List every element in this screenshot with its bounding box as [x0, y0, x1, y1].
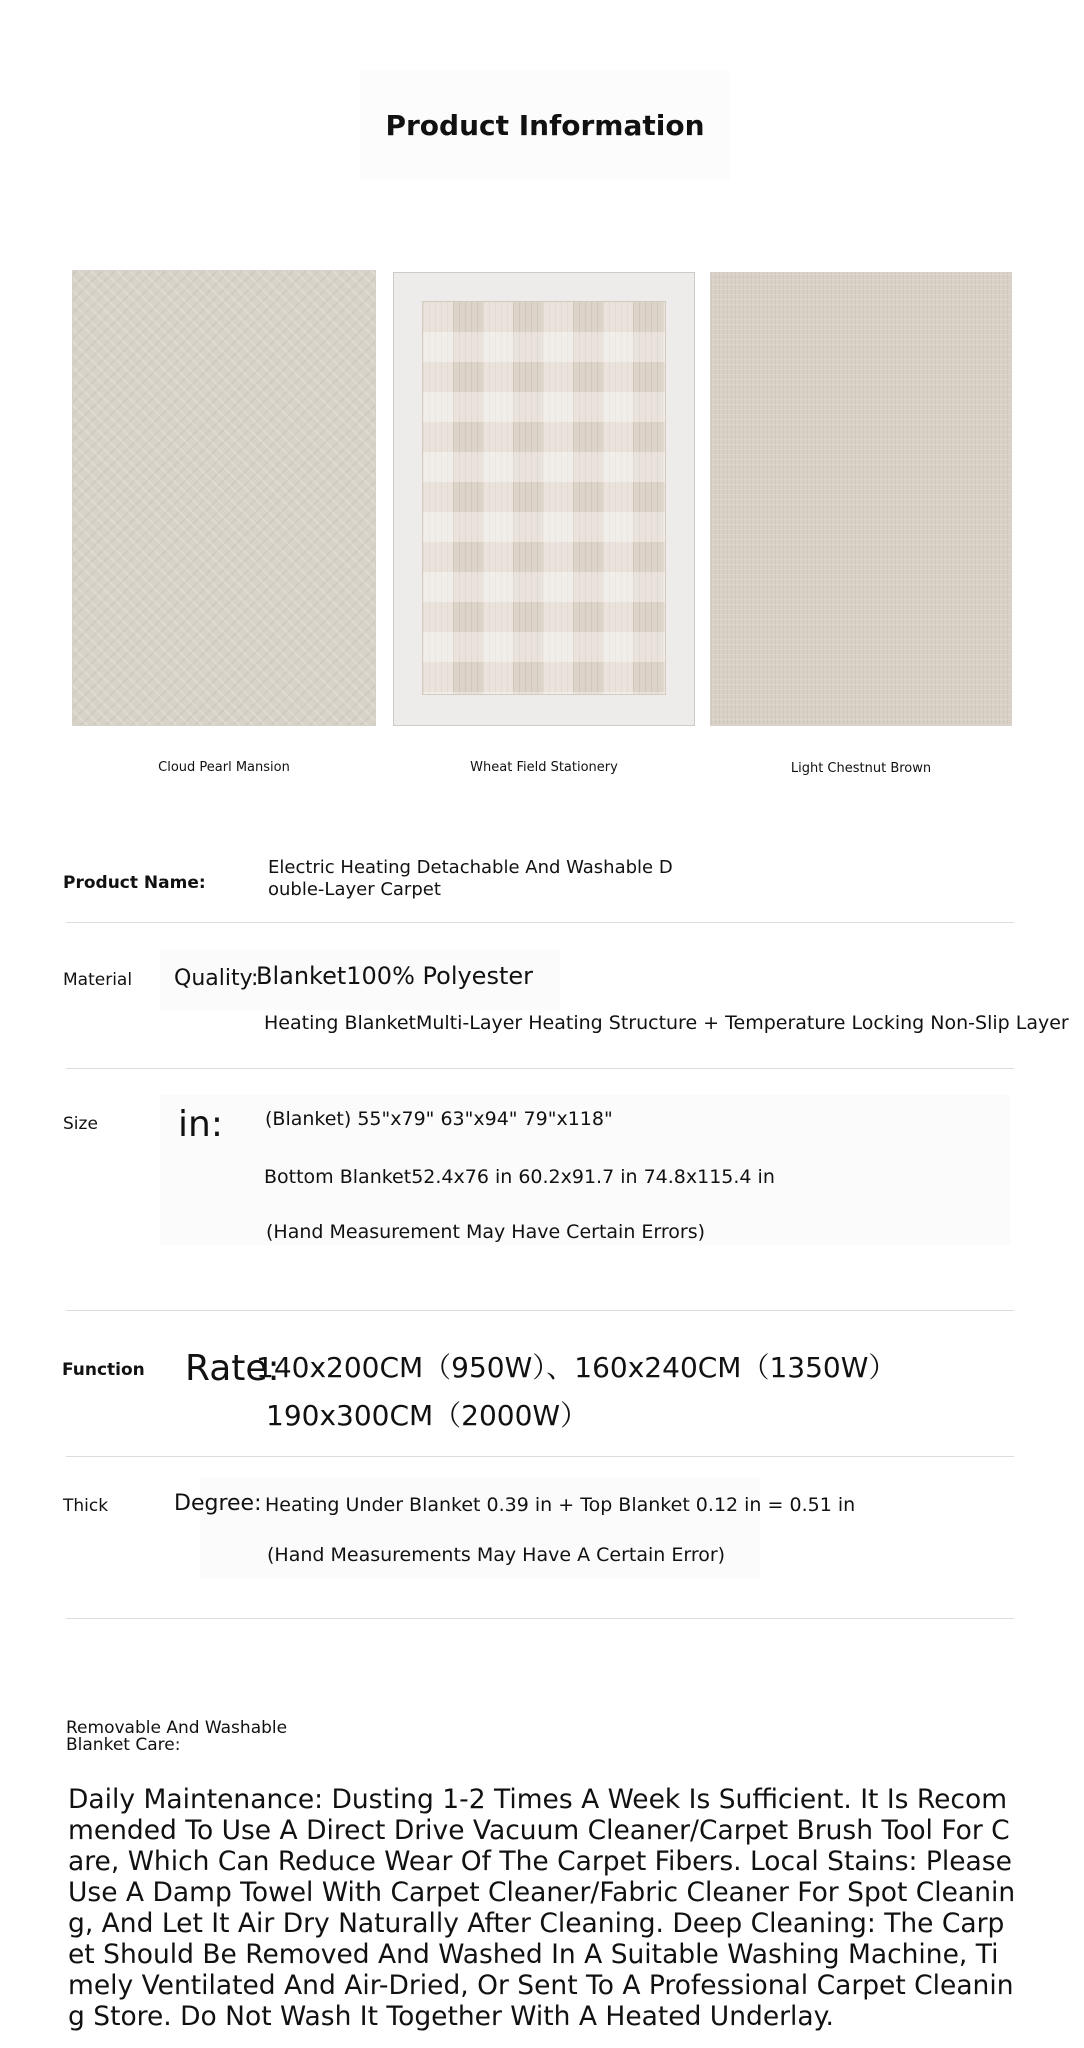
material-sublabel: Quality:: [174, 966, 259, 991]
function-value-line2: 190x300CM（2000W）: [266, 1399, 589, 1432]
divider: [66, 1068, 1014, 1069]
title-panel: [360, 70, 730, 180]
product-name-value-line2: ouble-Layer Carpet: [268, 879, 441, 900]
rug-checker-pattern: [422, 301, 666, 695]
page-title: Product Information: [385, 108, 705, 142]
divider: [66, 1618, 1014, 1619]
product-caption-2: Wheat Field Stationery: [470, 760, 618, 775]
divider: [66, 922, 1014, 923]
product-name-label: Product Name:: [63, 873, 206, 893]
divider: [66, 1456, 1014, 1457]
function-label: Function: [62, 1360, 145, 1380]
thickness-label: Thick: [63, 1496, 109, 1516]
care-title-line2: Blanket Care:: [66, 1735, 181, 1755]
material-value-line2: Heating BlanketMulti-Layer Heating Structure + Temperature Locking Non-Slip Layer: [264, 1012, 1069, 1034]
product-image-wheat-field-stationery: [393, 272, 695, 726]
function-value-line1: 140x200CM（950W）、160x240CM（1350W）: [256, 1351, 897, 1384]
material-label: Material: [63, 970, 133, 990]
size-sublabel: in:: [178, 1104, 223, 1145]
product-image-cloud-pearl-mansion: [72, 270, 376, 726]
thickness-sublabel: Degree:: [174, 1491, 262, 1516]
thickness-value-line1: Heating Under Blanket 0.39 in + Top Blanket 0.12 in = 0.51 in: [265, 1494, 856, 1516]
product-caption-1: Cloud Pearl Mansion: [158, 760, 290, 775]
size-value-line3: (Hand Measurement May Have Certain Errors): [266, 1221, 706, 1243]
care-title: [66, 1720, 326, 1754]
material-value-line1: Blanket100% Polyester: [256, 962, 533, 990]
divider: [66, 1310, 1014, 1311]
function-sublabel: Rate:: [185, 1348, 280, 1389]
size-value-line2: Bottom Blanket52.4x76 in 60.2x91.7 in 74.8x115.4 in: [264, 1166, 775, 1188]
size-value-line1: (Blanket) 55"x79" 63"x94" 79"x118": [265, 1108, 613, 1130]
thickness-value-line2: (Hand Measurements May Have A Certain Error): [267, 1544, 726, 1566]
care-title-line1: Removable And Washable: [66, 1718, 288, 1738]
product-name-value-line1: Electric Heating Detachable And Washable D: [268, 857, 673, 878]
size-label: Size: [63, 1114, 98, 1134]
product-caption-3: Light Chestnut Brown: [790, 761, 932, 776]
product-image-light-chestnut-brown: [710, 272, 1012, 726]
care-instructions: Daily Maintenance: Dusting 1-2 Times A Week Is Sufficient. It Is Recommended To Use A Direct Drive Vacuum Cleaner/Carpet Brush Tool For Care, Which Can Reduce Wear Of The Carpet Fibers. Local Stains: Please Use A Damp Towel With Carpet Cleaner/Fabric Cleaner For Spot Cleaning, And Let It Air Dry Naturally After Cleaning. Deep Cleaning: The Carpet Should Be Removed And Washed In A Suitable Washing Machine, Timely Ventilated And Air-Dried, Or Sent To A Professional Carpet Cleaning Store. Do Not Wash It Together With A Heated Underlay.: [68, 1784, 1016, 2032]
